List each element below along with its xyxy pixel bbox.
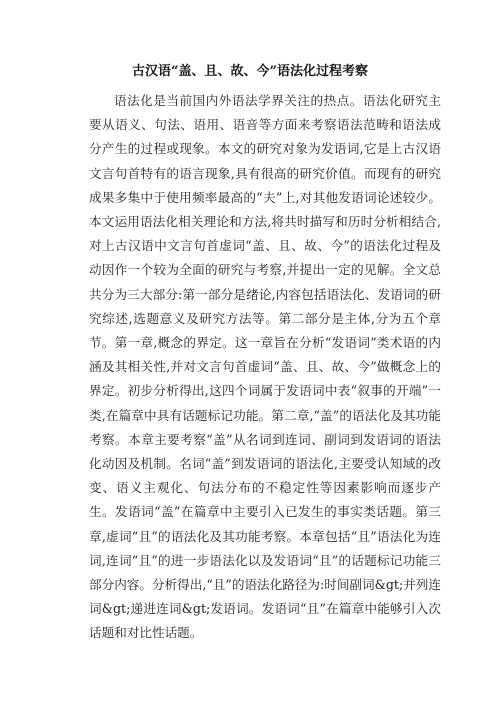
- document-title: 古汉语“盖、且、故、今”语法化过程考察: [132, 64, 368, 79]
- abstract-paragraph: 语法化是当前国内外语法学界关注的热点。语法化研究主要从语义、句法、语用、语音等方面来考察语法范畴和语法成分产生的过程或现象。本文的研究对象为发语词,它是上古汉语文言句首特有的语言现象,具有很高的研究价值。而现有的研究成果多集中于使用频率最高的“夫”上,对其他发语词论述较少。本文运用语法化相关理论和方法,将共时描写和历时分析相结合,对上古汉语中文言句首虚词“盖、且、故、今”的语法化过程及动因作一个较为全面的研究与考察,并提出一定的见解。全文总共分为三大部分:第一部分是绪论,内容包括语法化、发语词的研究综述,选题意义及研究方法等。第二部分是主体,分为五个章节。第一章,概念的界定。这一章旨在分析“发语词”类术语的内涵及其相关性,并对文言句首虚词“盖、且、故、今”做概念上的界定。初步分析得出,这四个词属于发语词中表“叙事的开端”一类,在篇章中具有话题标记功能。第二章,“盖”的语法化及其功能考察。本章主要考察“盖”从名词到连词、副词到发语词的语法化动因及机制。名词“盖”到发语词的语法化,主要受认知域的改变、语义主观化、句法分布的不稳定性等因素影响而逐步产生。发语词“盖”在篇章中主要引入已发生的事实类话题。第三章,虚词“且”的语法化及其功能考察。本章包括“且”语法化为连词,连词“且”的进一步语法化以及发语词“且”的话题标记功能三部分内容。分析得出,“且”的语法化路径为:时间副词&gt;并列连词&gt;递进连词&gt;发语词。发语词“且”在篇章中能够引入次话题和对比性话题。: [89, 93, 441, 641]
